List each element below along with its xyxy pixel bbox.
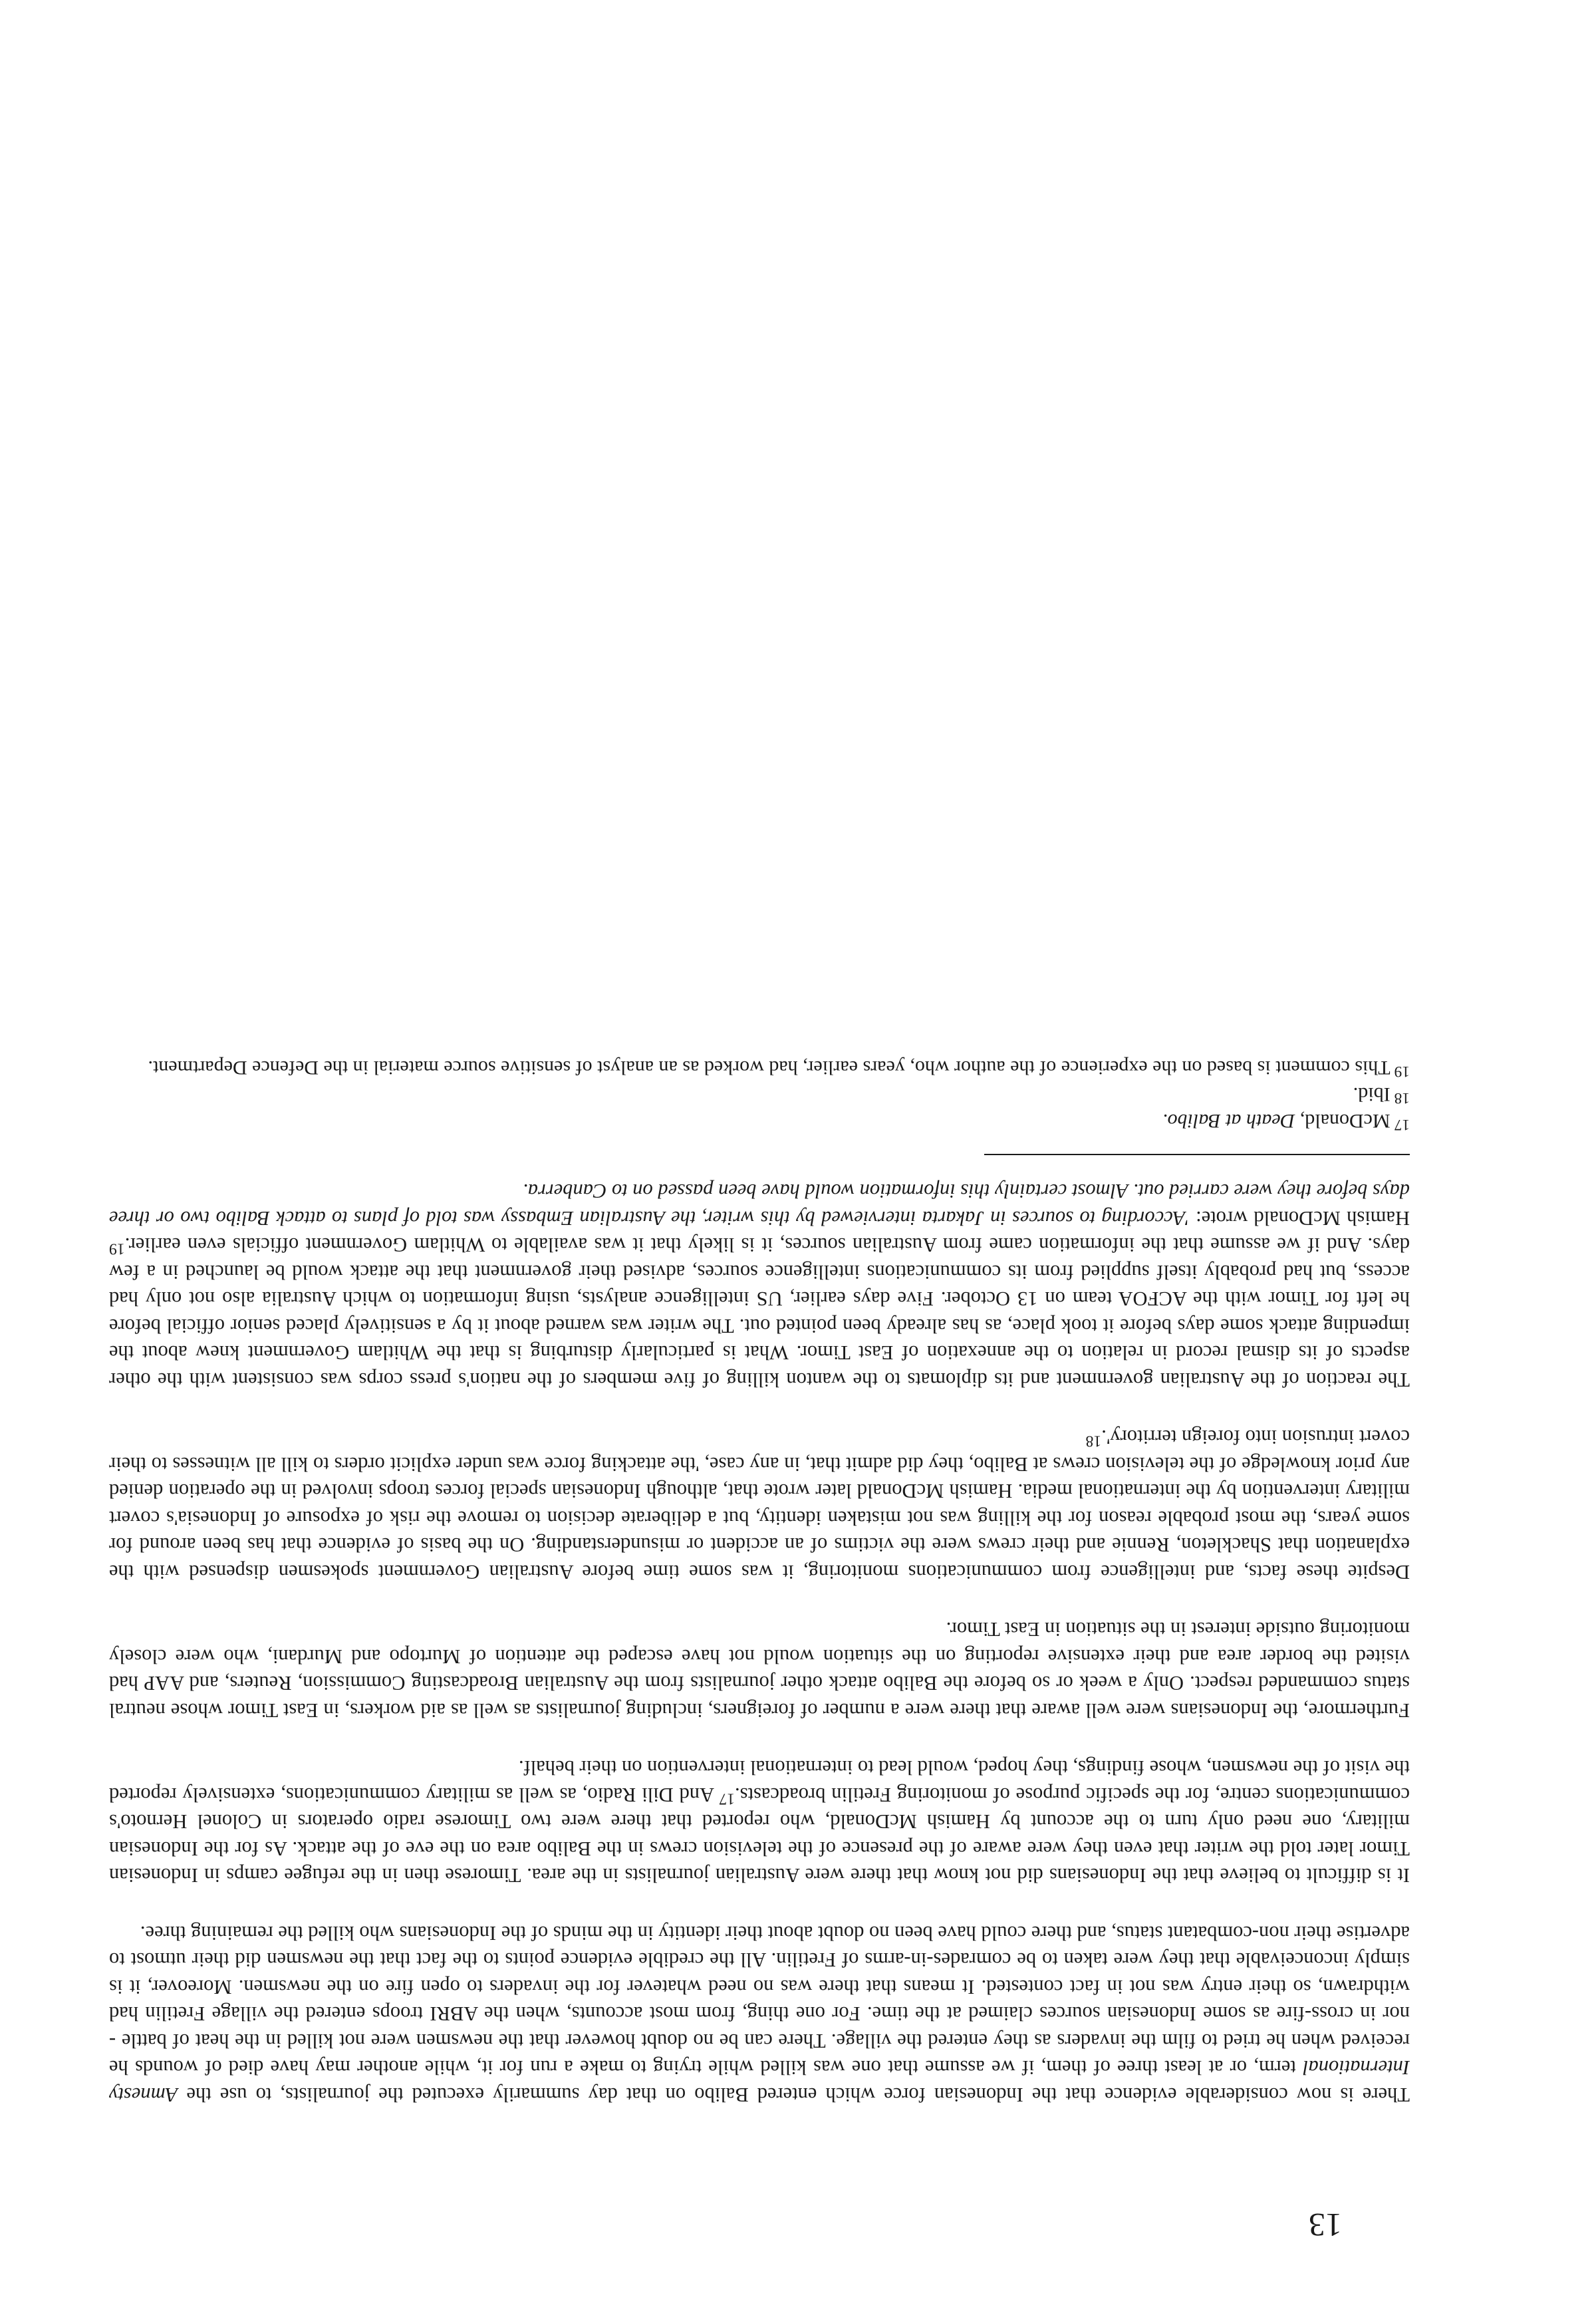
body-text (109, 1054, 1410, 2108)
paragraph-text: Despite these facts, and intelligence from communications monitoring, it was some time before Australian Government spokesmen dispensed with the explanation that Shackleton, Rennie and their crews were the victims of an accident or misunderstanding. On the basis of evidence that has been around for some years, the most probable reason for the killing was not mistaken identity, but a deliberate decision to remove the risk of exposure of Indonesia's covert military intervention by the international media. Hamish McDonald later wrote that, although Indonesian special forces troops involved in the operation denied any prior knowledge of the television crews at Balibo, they did admit that, in any case, 'the attacking force was under explicit orders to kill all witnesses to their covert intrusion into foreign territory'. (109, 1426, 1410, 1583)
paragraph-indonesian-knowledge (109, 1754, 1410, 1889)
footnote-title: Death at Balibo. (1162, 1110, 1295, 1132)
footnote-number: 17 (1394, 1116, 1410, 1134)
paragraph-australian-reaction (109, 1178, 1410, 1393)
paragraph-text: Furthermore, the Indonesians were well aware that there were a number of foreigners, including journalists as well as aid workers, in East Timor whose neutral status commanded respect. Only a week or so before the Balibo attack other journalists from the Australian Broadcasting Commission, Reuters, and AAP had visited the border area and their extensive reporting on the situation would not have escaped the attention of Murtopo and Murdani, who were closely monitoring outside interest in the situation in East Timor. (109, 1618, 1410, 1722)
footnote-17 (109, 1107, 1410, 1134)
footnote-ref-19[interactable]: 19 (109, 1240, 125, 1258)
footnote-text: McDonald, (1295, 1110, 1391, 1132)
footnote-divider (984, 1154, 1410, 1155)
paragraph-text: term, or at least three of them, if we assume that one was killed while trying to make a run for it, while another may have died of wounds he received when he tried to film the invaders as they entered the village. There can be no doubt however that the newsmen were not killed in the heat of battle - nor in cross-fire as some Indonesian sources claimed at the time. For one thing, from most accounts, when the ABRI troops entered the village Fretilin had withdrawn, so their entry was not in fact contested. It means that there was no need whatever for the invaders to open fire on the newsmen. Moreover, it is simply inconceivable that they were taken to be comrades-in-arms of Fretilin. All the credible evidence points to the fact that the newsmen did their utmost to advertise their non-combatant status, and there could have been no doubt about their identity in the minds of the Indonesians who killed the remaining three. (109, 1922, 1410, 2080)
paragraph-balibo-executions (109, 1920, 1410, 2109)
paragraph-text: Hamish McDonald wrote: (1189, 1207, 1410, 1230)
paragraph-government-explanation (109, 1424, 1410, 1585)
footnote-18 (109, 1081, 1410, 1107)
footnotes (109, 1054, 1410, 1134)
paragraph-foreigners (109, 1616, 1410, 1724)
footnote-number: 18 (1394, 1089, 1410, 1107)
footnote-text: This comment is based on the experience of the author who, years earlier, had worked as an analyst of sensitive source material in the Defence Department. (148, 1057, 1391, 1079)
page-number: 13 (1309, 2207, 1342, 2244)
footnote-19 (109, 1054, 1410, 1081)
footnote-number: 19 (1394, 1063, 1410, 1081)
quotation: 'According to sources in Jakarta interviewed by this writer, the Australian Embassy was told of plans to attack Balibo two or three days before they were carried out. Almost certainly this information would have been passed on to Canberra. (108, 1180, 1410, 1230)
italic-term: Amnesty International (109, 2056, 1410, 2106)
paragraph-text: And Dili Radio, as well as military communications, extensively reported the visit of the newsmen, whose findings, they hoped, would lead to international intervention on their behalf. (109, 1756, 1410, 1806)
footnote-ref-18[interactable]: 18 (1085, 1432, 1102, 1450)
paragraph-text: There is now considerable evidence that the Indonesian force which entered Balibo on that day summarily executed the journalists, to use the (178, 2084, 1410, 2106)
paragraph-text: The reaction of the Australian government and its diplomats to the wanton killing of five members of the nation's press corps was consistent with the other aspects of its dismal record in relation to the annexation of East Timor. What is particularly disturbing is that the Whitlam Government knew about the impending attack some days before it took place, as has already been pointed out. The writer was warned about it by a sensitively placed senior official before he left for Timor with the ACFOA team on 13 October. Five days earlier, US intelligence analysts, using information to which Australia also not only had access, but had probably itself supplied from its communications intelligence sources, advised their government that the attack would be launched in a few days. And if we assume that the information came from Australian sources, it is likely that it was available to Whitlam Government officials even earlier. (109, 1234, 1410, 1391)
paragraph-text: It is difficult to believe that the Indonesians did not know that there were Australian journalists in the area. Timorese then in the refugee camps in Indonesian Timor later told the writer that even they were aware of the presence of the television crews in the Balibo area on the eve of the attack. As for the Indonesian military, one need only turn to the account by Hamish McDonald, who reported that there were two Timorese radio operators in Colonel Hernoto's communications centre, for the specific purpose of monitoring Fretilin broadcasts. (109, 1784, 1410, 1887)
footnote-ref-17[interactable]: 17 (719, 1790, 735, 1808)
footnote-text: Ibid. (1353, 1083, 1391, 1105)
